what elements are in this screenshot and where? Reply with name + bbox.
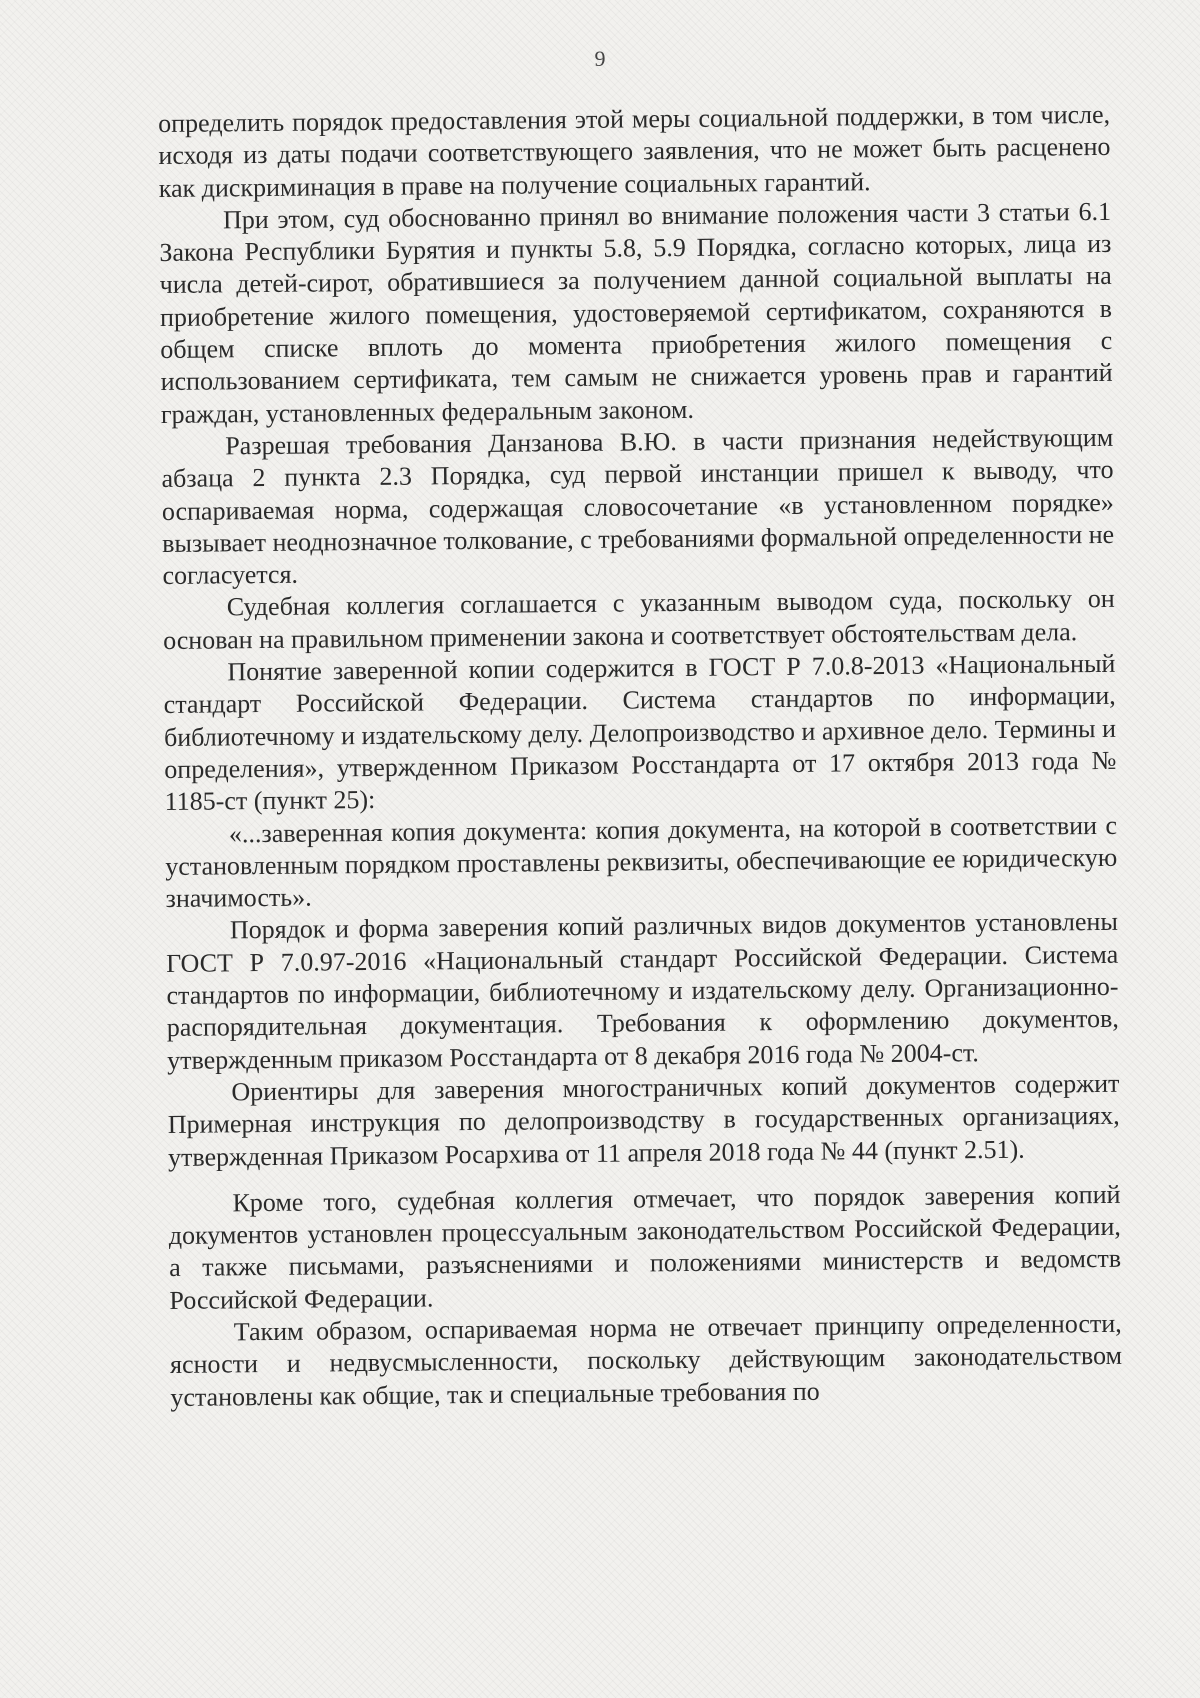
page-number: 9 xyxy=(594,46,606,71)
quoted-definition: «...заверенная копия документа: копия документа, на которой в соответствии с установленным порядком проставлены реквизиты, обеспечивающие ее юридическую значимость». xyxy=(165,810,1118,914)
paragraph: Порядок и форма заверения копий различных видов документов установлены ГОСТ Р 7.0.97-2016 «Национальный стандарт Российской Федерации. Система стандартов по информации, библиотечному и издательскому делу. Организационно-распорядительная документация. Требования к оформлению документов, утвержденным приказом Росстандарта от 8 декабря 2016 года № 2004-ст. xyxy=(166,907,1119,1075)
paragraph-continuation: определить порядок предоставления этой меры социальной поддержки, в том числе, исходя из даты подачи соответствующего заявления, что не может быть расценено как дискриминация в праве на получение социальных гарантий. xyxy=(158,99,1111,203)
document-body xyxy=(158,99,1122,1414)
paragraph: Судебная коллегия соглашается с указанным выводом суда, поскольку он основан на правильном применении закона и соответствует обстоятельствам дела. xyxy=(162,584,1115,655)
paragraph: Разрешая требования Данзанова В.Ю. в части признания недействующим абзаца 2 пункта 2.3 Порядка, суд первой инстанции пришел к выводу, что оспариваемая норма, содержащая словосочетание «в установленном порядке» вызывает неоднозначное толкование, с требованиями формальной определенности не согласуется. xyxy=(161,422,1115,591)
paragraph: Ориентиры для заверения многостраничных копий документов содержит Примерная инструкция по делопроизводству в государственных организациях, утвержденная Приказом Росархива от 11 апреля 2018 года № 44 (пункт 2.51). xyxy=(167,1068,1120,1172)
paragraph: При этом, суд обоснованно принял во внимание положения части 3 статьи 6.1 Закона Республики Бурятия и пункты 5.8, 5.9 Порядка, согласно которых, лица из числа детей-сирот, обратившиеся за получением данной социальной выплаты на приобретение жилого помещения, удостоверяемой сертификатом, сохраняются в общем списке вплоть до момента приобретения жилого помещения с использованием сертификата, тем самым не снижается уровень прав и гарантий граждан, установленных федеральным законом. xyxy=(159,196,1113,429)
paragraph: Понятие заверенной копии содержится в ГОСТ Р 7.0.8-2013 «Национальный стандарт Российской Федерации. Система стандартов по информации, библиотечному и издательскому делу. Делопроизводство и архивное дело. Термины и определения», утвержденном Приказом Росстандарта от 17 октября 2013 года № 1185-ст (пункт 25): xyxy=(163,648,1117,817)
paragraph: Таким образом, оспариваемая норма не отвечает принципу определенности, ясности и недвусмысленности, поскольку действующим законодательством установлены как общие, так и специальные требования по xyxy=(169,1308,1123,1412)
paragraph: Кроме того, судебная коллегия отмечает, что порядок заверения копий документов установлен процессуальным законодательством Российской Федерации, а также письмами, разъяснениями и положениями министерств и ведомств Российской Федерации. xyxy=(168,1179,1122,1315)
